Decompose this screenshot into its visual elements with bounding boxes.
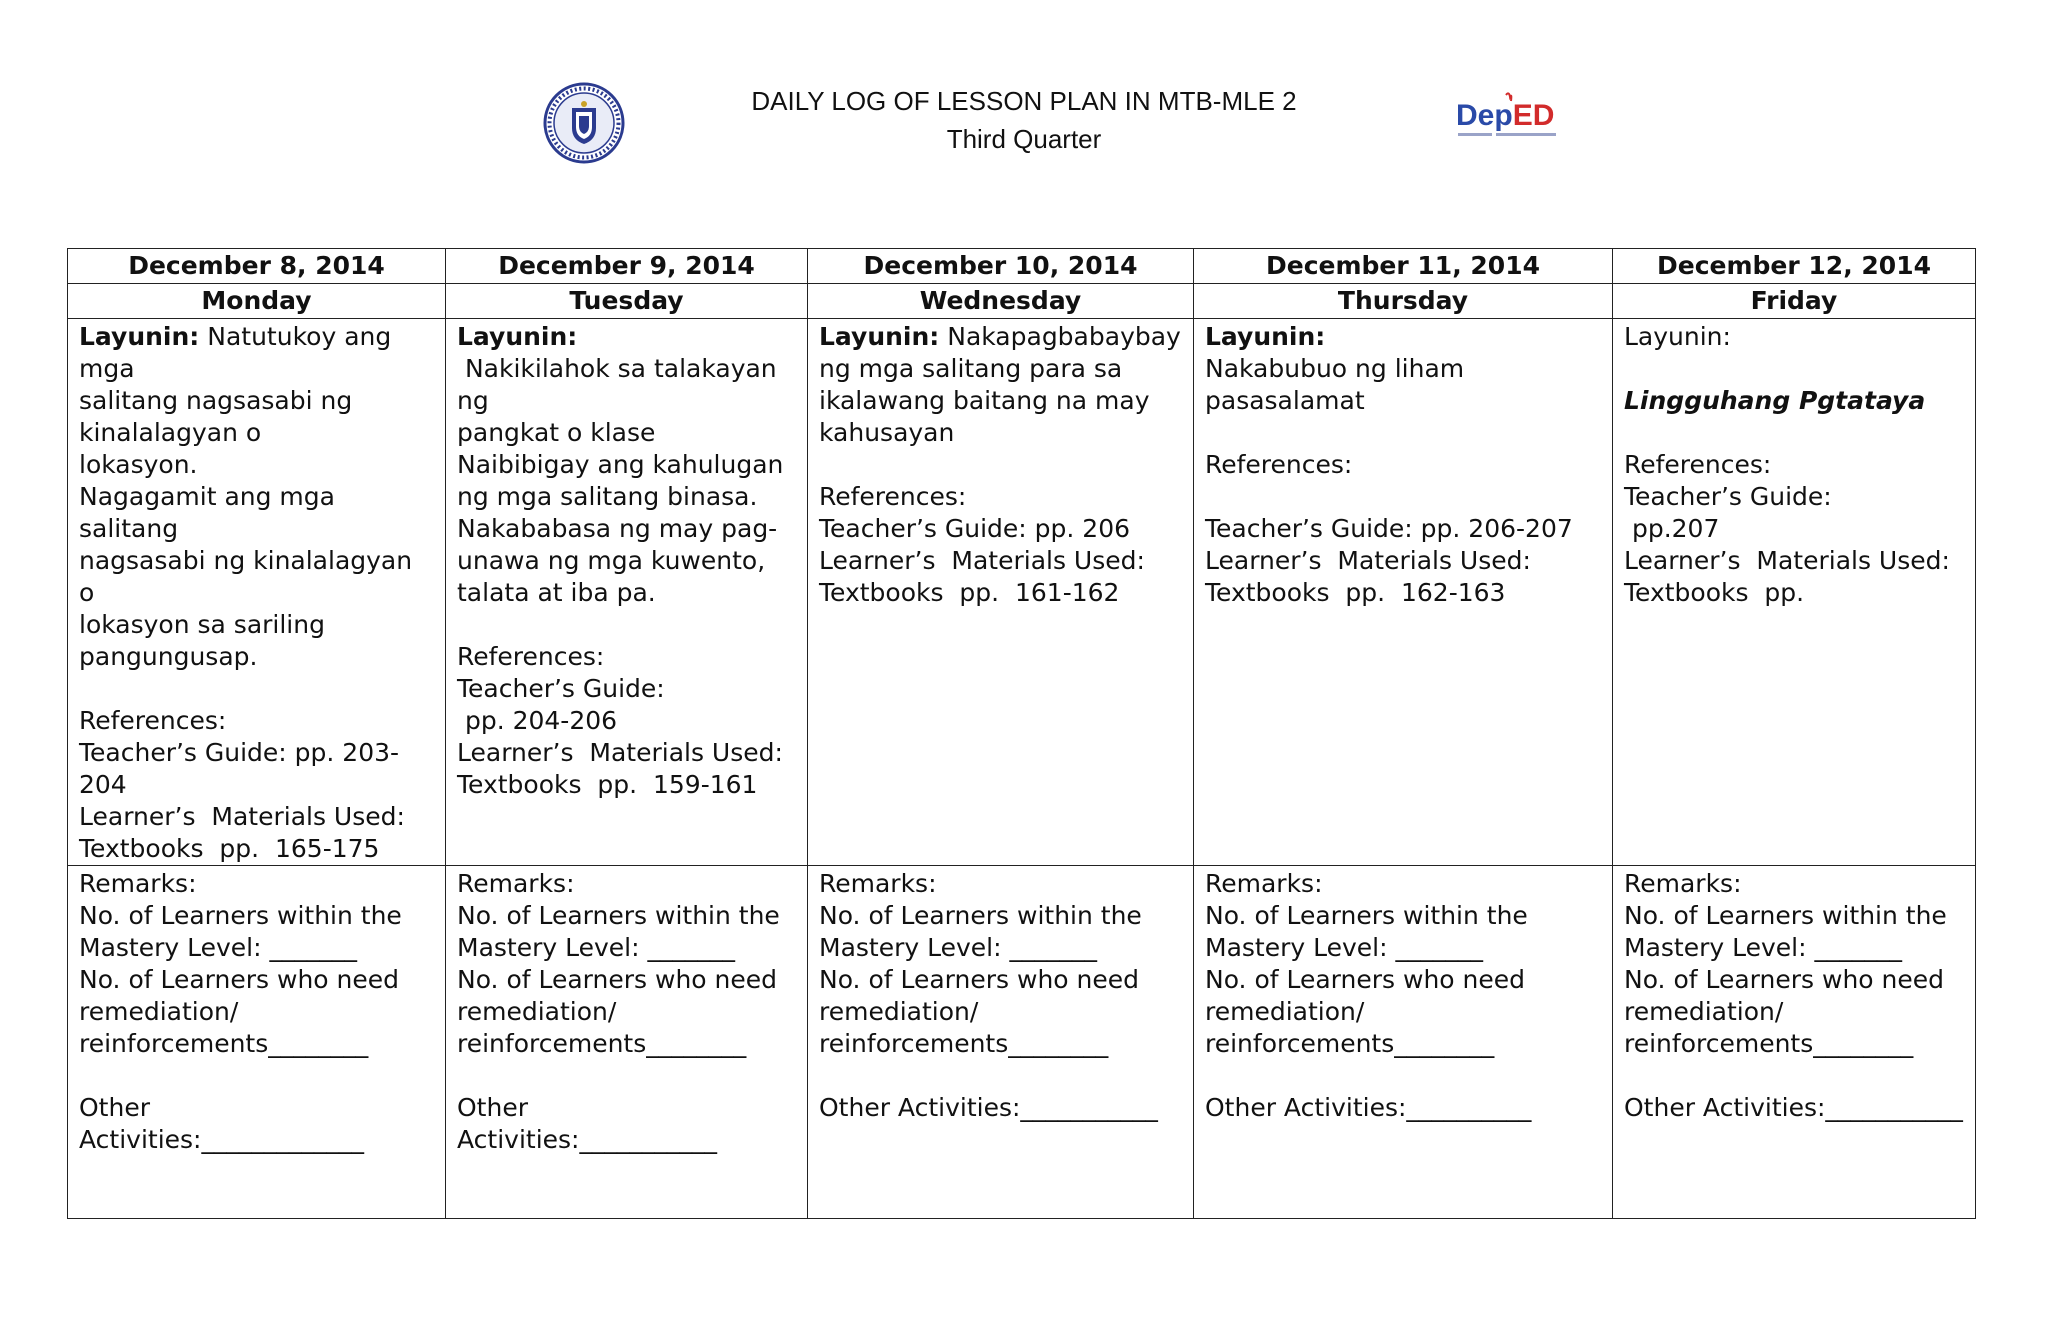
objective-line: Layunin: Nakapagbabaybay <box>819 322 1181 351</box>
reference-line: Textbooks pp. <box>1624 578 1805 607</box>
objective-line: Nakabubuo ng liham pasasalamat <box>1205 354 1473 415</box>
objective-line: Nagagamit ang mga salitang <box>79 482 343 543</box>
remarks-cell-friday <box>1613 866 1976 1219</box>
remarks-label: Remarks: <box>79 869 197 898</box>
objective-line: lokasyon sa sariling <box>79 610 325 639</box>
remarks-cell-monday <box>68 866 446 1219</box>
objective-cell-monday <box>68 319 446 866</box>
objective-line: nagsasabi ng kinalalagyan o <box>79 546 421 607</box>
remarks-line: Mastery Level: _______ <box>79 933 357 962</box>
objective-line: Layunin: Natutukoy ang mga <box>79 322 400 383</box>
other-activities-line: Other <box>457 1093 528 1122</box>
objective-line: unawa ng mga kuwento, <box>457 546 766 575</box>
date-cell: December 12, 2014 <box>1613 249 1976 284</box>
other-activities-line: Activities:___________ <box>457 1125 717 1154</box>
reference-line: pp.207 <box>1624 514 1720 543</box>
reference-line: Teacher’s Guide: <box>457 674 665 703</box>
reference-line: Textbooks pp. 159-161 <box>457 770 758 799</box>
document-title-block <box>0 82 2048 158</box>
remarks-line: No. of Learners within the <box>457 901 780 930</box>
objective-line: kinalalagyan o <box>79 418 262 447</box>
objective-line: lokasyon. <box>79 450 198 479</box>
remarks-line: Mastery Level: _______ <box>457 933 735 962</box>
date-cell: December 10, 2014 <box>808 249 1194 284</box>
remarks-line: remediation/ <box>79 997 239 1026</box>
day-cell: Wednesday <box>808 284 1194 319</box>
remarks-line: reinforcements________ <box>79 1029 369 1058</box>
deped-logo-text: DepED <box>1456 99 1555 132</box>
remarks-line: No. of Learners within the <box>819 901 1142 930</box>
objective-label: Layunin: <box>457 322 578 351</box>
remarks-cell-tuesday <box>446 866 808 1219</box>
other-activities-line: Other Activities:__________ <box>1205 1093 1532 1122</box>
document-subtitle: Third Quarter <box>946 124 1102 154</box>
remarks-line: reinforcements________ <box>1624 1029 1914 1058</box>
reference-line: Learner’s Materials Used: <box>457 738 783 767</box>
remarks-line: No. of Learners who need <box>457 965 778 994</box>
objective-line: salitang nagsasabi ng <box>79 386 353 415</box>
remarks-cell-thursday <box>1194 866 1613 1219</box>
reference-line: Textbooks pp. 165-175 <box>79 834 380 863</box>
deped-logo <box>1454 91 1564 143</box>
objective-line: Naibibigay ang kahulugan <box>457 450 784 479</box>
reference-line: Teacher’s Guide: pp. 206-207 <box>1205 514 1573 543</box>
date-cell: December 11, 2014 <box>1194 249 1613 284</box>
remarks-line: Mastery Level: _______ <box>1205 933 1483 962</box>
objective-line: kahusayan <box>819 418 955 447</box>
remarks-line: No. of Learners within the <box>79 901 402 930</box>
remarks-line: remediation/ <box>1624 997 1784 1026</box>
reference-line: Textbooks pp. 162-163 <box>1205 578 1506 607</box>
reference-line: Learner’s Materials Used: <box>819 546 1145 575</box>
objective-line: ikalawang baitang na may <box>819 386 1150 415</box>
references-label: References: <box>1205 450 1353 479</box>
objective-line: ng mga salitang para sa <box>819 354 1123 383</box>
date-cell: December 9, 2014 <box>446 249 808 284</box>
objective-line: pangkat o klase <box>457 418 656 447</box>
objective-label: Layunin: <box>819 322 940 351</box>
date-row <box>68 249 1976 284</box>
reference-line: Learner’s Materials Used: <box>1205 546 1531 575</box>
objective-cell-thursday <box>1194 319 1613 866</box>
objective-line: Nakababasa ng may pag- <box>457 514 778 543</box>
objective-label: Layunin: <box>79 322 200 351</box>
remarks-row <box>68 866 1976 1219</box>
day-cell: Friday <box>1613 284 1976 319</box>
objective-line: Nakikilahok sa talakayan ng <box>457 354 785 415</box>
remarks-label: Remarks: <box>457 869 575 898</box>
other-activities-line: Other <box>79 1093 150 1122</box>
other-activities-line: Other Activities:___________ <box>819 1093 1158 1122</box>
reference-line: Teacher’s Guide: pp. 206 <box>819 514 1131 543</box>
remarks-line: No. of Learners within the <box>1205 901 1528 930</box>
remarks-cell-wednesday <box>808 866 1194 1219</box>
objective-line: Lingguhang Pgtataya <box>1624 386 1926 415</box>
remarks-line: No. of Learners who need <box>1205 965 1526 994</box>
reference-line: Teacher’s Guide: pp. 203-204 <box>79 738 400 799</box>
remarks-line: No. of Learners who need <box>819 965 1140 994</box>
references-label: References: <box>79 706 227 735</box>
day-cell: Monday <box>68 284 446 319</box>
remarks-line: No. of Learners who need <box>79 965 400 994</box>
remarks-line: reinforcements________ <box>819 1029 1109 1058</box>
objective-cell-wednesday <box>808 319 1194 866</box>
references-label: References: <box>819 482 967 511</box>
document-title: DAILY LOG OF LESSON PLAN IN MTB-MLE 2 <box>751 86 1297 116</box>
reference-line: pp. 204-206 <box>457 706 618 735</box>
remarks-line: No. of Learners within the <box>1624 901 1947 930</box>
objective-line: talata at iba pa. <box>457 578 656 607</box>
day-row <box>68 284 1976 319</box>
remarks-line: Mastery Level: _______ <box>1624 933 1902 962</box>
remarks-line: reinforcements________ <box>1205 1029 1495 1058</box>
remarks-label: Remarks: <box>1205 869 1323 898</box>
reference-line: Teacher’s Guide: <box>1624 482 1832 511</box>
reference-line: Textbooks pp. 161-162 <box>819 578 1120 607</box>
remarks-line: remediation/ <box>1205 997 1365 1026</box>
lesson-plan-table <box>67 248 1976 1219</box>
day-cell: Tuesday <box>446 284 808 319</box>
remarks-label: Remarks: <box>819 869 937 898</box>
reference-line: Learner’s Materials Used: <box>79 802 405 831</box>
objective-line: pangungusap. <box>79 642 258 671</box>
remarks-line: remediation/ <box>457 997 617 1026</box>
remarks-line: Mastery Level: _______ <box>819 933 1097 962</box>
day-cell: Thursday <box>1194 284 1613 319</box>
objective-label: Layunin: <box>1624 322 1731 351</box>
date-cell: December 8, 2014 <box>68 249 446 284</box>
remarks-line: No. of Learners who need <box>1624 965 1945 994</box>
objective-cell-friday <box>1613 319 1976 866</box>
remarks-label: Remarks: <box>1624 869 1742 898</box>
references-label: References: <box>457 642 605 671</box>
objective-label: Layunin: <box>1205 322 1326 351</box>
remarks-line: remediation/ <box>819 997 979 1026</box>
reference-line: Learner’s Materials Used: <box>1624 546 1950 575</box>
references-label: References: <box>1624 450 1772 479</box>
objective-cell-tuesday <box>446 319 808 866</box>
objectives-row <box>68 319 1976 866</box>
remarks-line: reinforcements________ <box>457 1029 747 1058</box>
objective-line: ng mga salitang binasa. <box>457 482 758 511</box>
other-activities-line: Other Activities:___________ <box>1624 1093 1963 1122</box>
other-activities-line: Activities:_____________ <box>79 1125 364 1154</box>
